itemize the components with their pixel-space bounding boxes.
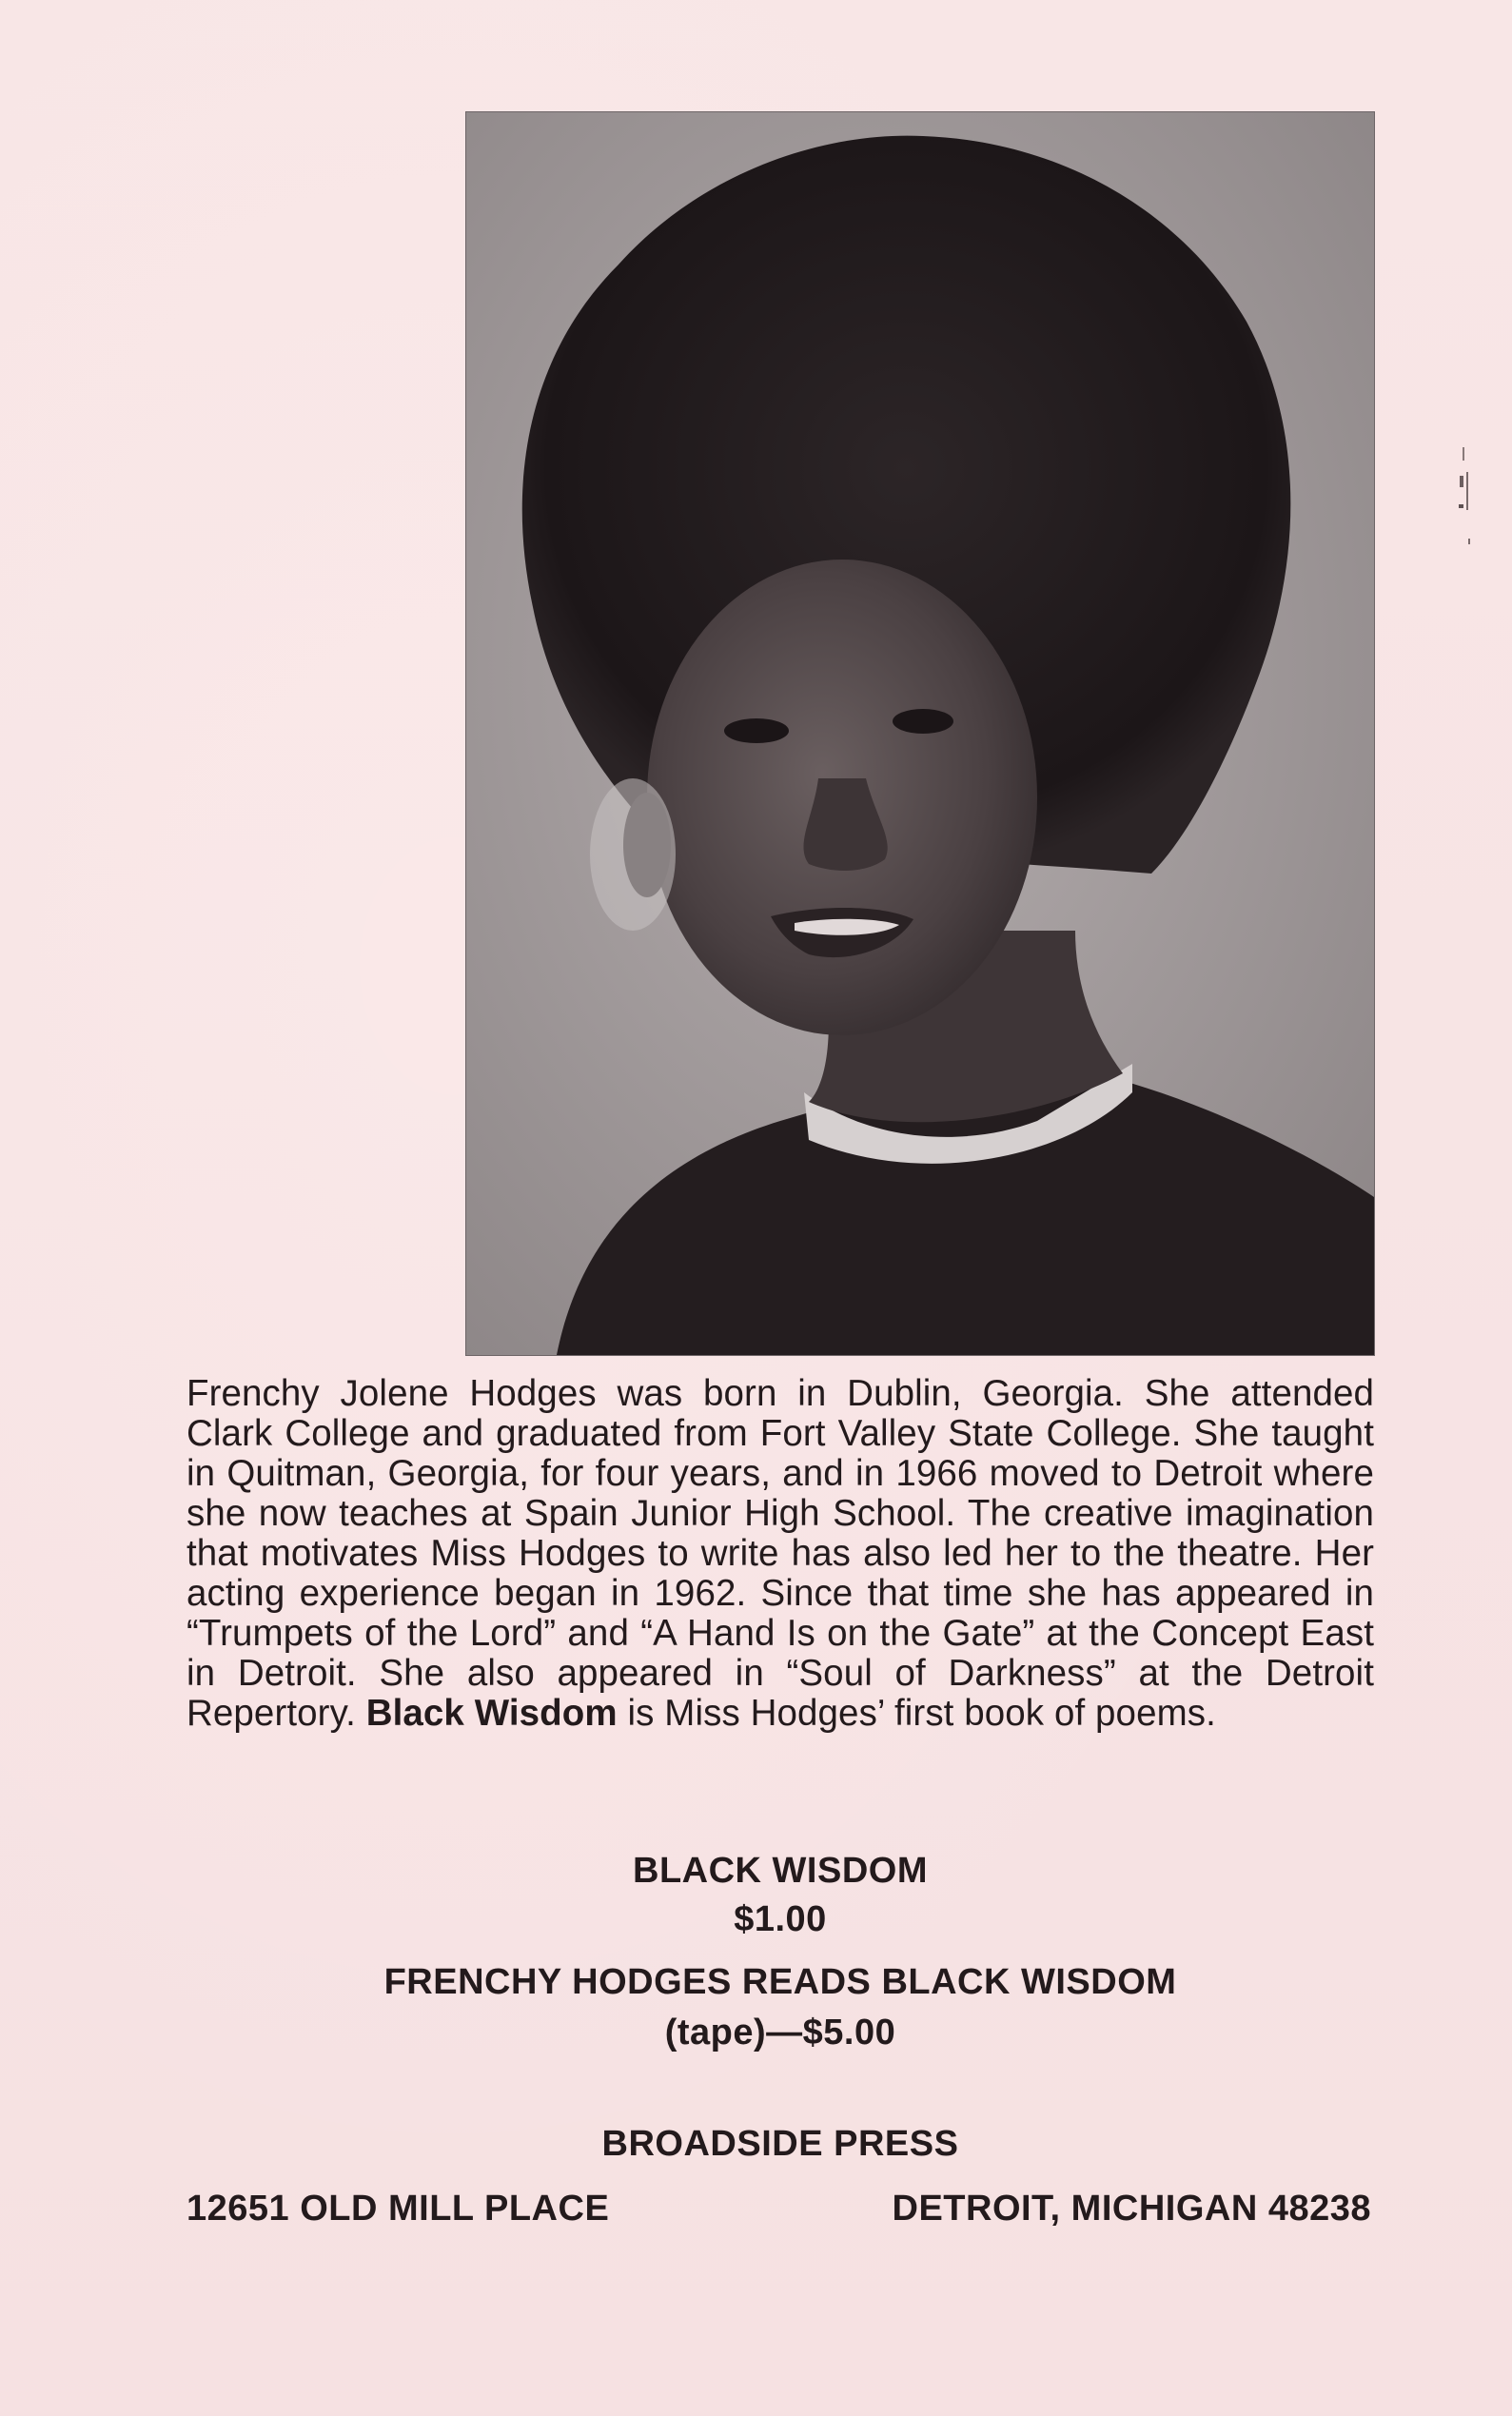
product-title-book: BLACK WISDOM	[633, 1851, 928, 1891]
bio-text-part2: is Miss Hodges’ first book of poems.	[617, 1693, 1216, 1734]
product-price-book: $1.00	[734, 1899, 827, 1939]
publisher-city: DETROIT, MICHIGAN 48238	[892, 2189, 1371, 2229]
product-title-tape: FRENCHY HODGES READS BLACK WISDOM	[383, 1962, 1177, 2002]
author-biography	[187, 1374, 1374, 1734]
author-photo	[466, 112, 1374, 1355]
bio-text-part1: Frenchy Jolene Hodges was born in Dublin, Georgia. She attended Clark College and graduated from Fort Valley State College. She taught in Quitman, Georgia, for four years, and in 1966 moved to Detroit where she now teaches at Spain Junior High School. The creative imagination that motivates Miss Hodges to write has also led her to the theatre. Her acting experience began in 1962. Since that time she has appeared in “Trumpets of the Lord” and “A Hand Is on the Gate” at the Concept East in Detroit. She also appeared in “Soul of Darkness” at the Detroit Repertory.	[187, 1373, 1374, 1734]
publisher-street: 12651 OLD MILL PLACE	[187, 2189, 610, 2229]
bio-book-title: Black Wisdom	[365, 1693, 618, 1734]
author-portrait-image	[466, 112, 1374, 1355]
product-price-tape: (tape)—$5.00	[664, 2013, 896, 2053]
paper-blemish	[1457, 447, 1472, 552]
publisher-name: BROADSIDE PRESS	[601, 2124, 959, 2164]
